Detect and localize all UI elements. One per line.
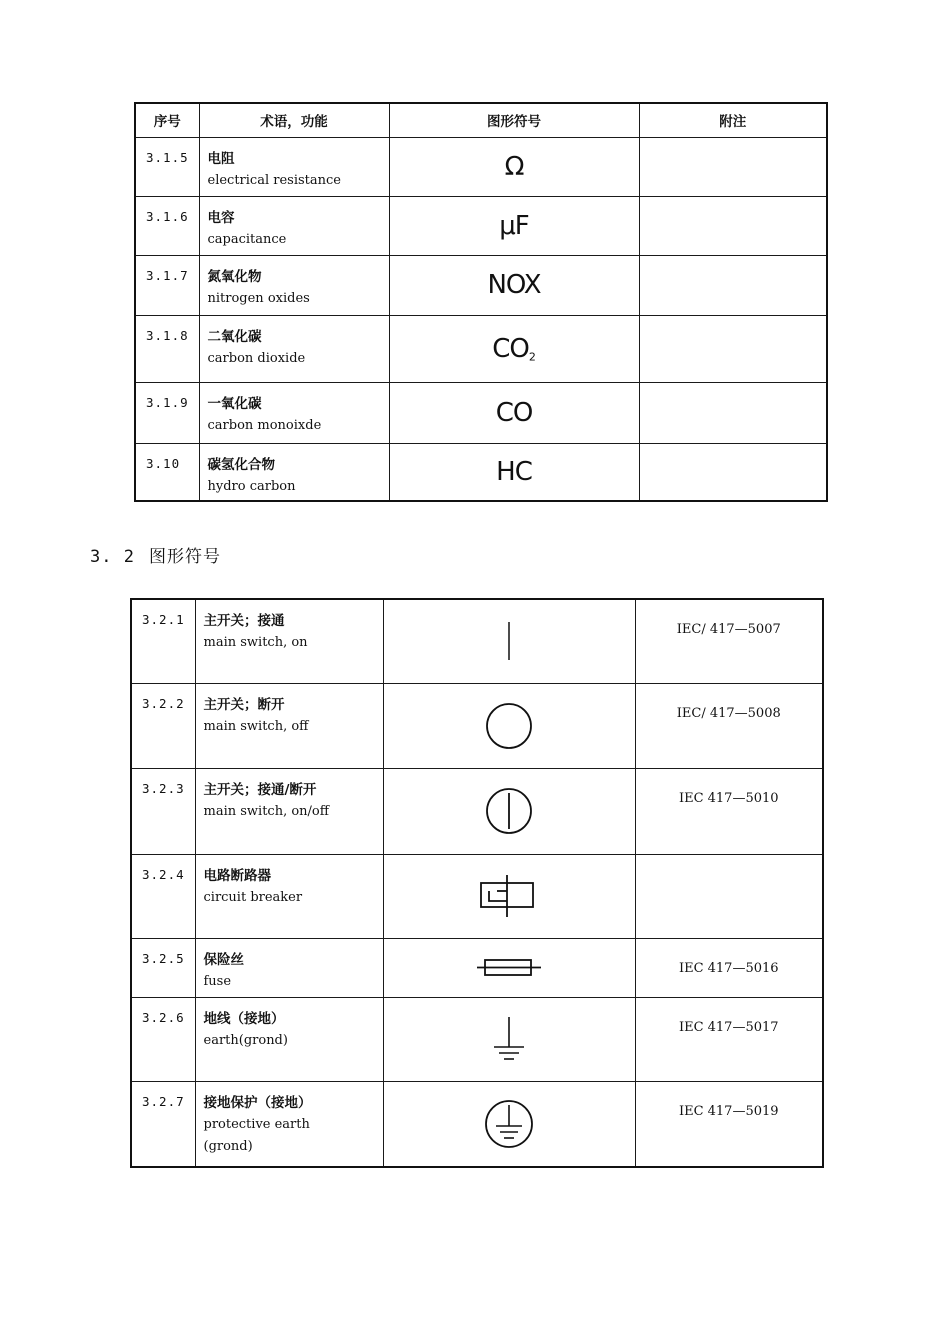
term-zh: 主开关；断开 [203,696,285,713]
term-zh: 电容 [207,209,235,226]
table-row [135,137,827,196]
section-heading [90,542,221,567]
note-cell [639,196,827,255]
table-row [131,997,823,1081]
term-zh: 氮氧化物 [207,268,262,285]
power-on-off-icon [481,783,537,839]
circuit-breaker-icon [477,871,541,921]
term-en: circuit breaker [203,889,303,905]
term-zh: 碳氢化合物 [207,456,275,473]
symbol-cell [383,768,635,854]
note-cell: IEC/ 417—5007 [635,599,823,683]
term-zh: 电阻 [207,150,235,167]
note-cell [639,443,827,501]
note-cell [639,382,827,443]
header-term: 术语，功能 [199,103,389,137]
row-number: 3.2.2 [131,683,195,768]
note-cell [639,255,827,315]
term-en: carbon dioxide [207,350,306,366]
term-zh: 二氧化碳 [207,328,262,345]
note-cell [635,854,823,938]
term-en: hydro carbon [207,478,296,494]
term-cell [199,315,389,382]
section-number: 3. 2 [90,547,135,567]
term-en: main switch, off [203,718,309,734]
symbol-cell [383,1081,635,1167]
term-cell [195,599,383,683]
table-row [131,938,823,997]
term-zh: 电路断路器 [203,867,271,884]
symbol-cell [383,997,635,1081]
term-zh: 主开关；接通 [203,613,285,629]
note-cell [639,315,827,382]
table-row [135,255,827,315]
note-cell: IEC 417—5019 [635,1081,823,1167]
symbol-text: μF [499,210,529,241]
row-number: 3.10 [135,443,199,501]
term-cell [195,938,383,997]
row-number: 3.1.9 [135,382,199,443]
table-row [135,382,827,443]
earth-ground-icon [489,1013,529,1065]
symbol-cell [389,196,639,255]
graphic-symbols-table [130,598,824,1168]
row-number: 3.1.5 [135,137,199,196]
term-zh: 接地保护（接地） [203,1094,312,1111]
term-cell [195,997,383,1081]
row-number: 3.2.7 [131,1081,195,1167]
symbol-cell [389,382,639,443]
term-cell [195,768,383,854]
row-number: 3.2.3 [131,768,195,854]
row-number: 3.2.1 [131,599,195,683]
row-number: 3.1.6 [135,196,199,255]
term-en-continued: (grond) [203,1138,253,1154]
term-en: electrical resistance [207,172,341,188]
term-en: nitrogen oxides [207,290,310,306]
protective-earth-icon [481,1096,537,1152]
symbol-text: CO [492,333,529,364]
symbol-cell [383,599,635,683]
term-en: protective earth [203,1116,310,1132]
term-cell [195,683,383,768]
term-en: main switch, on/off [203,803,329,819]
row-number: 3.1.7 [135,255,199,315]
note-cell: IEC/ 417—5008 [635,683,823,768]
table-row [131,1081,823,1167]
symbol-cell [389,137,639,196]
section-title: 图形符号 [148,547,221,567]
terms-table [134,102,828,502]
symbol-text: NOX [487,270,541,300]
term-cell [199,382,389,443]
term-zh: 保险丝 [203,951,244,968]
fuse-icon [475,953,543,983]
term-cell [199,255,389,315]
header-symbol: 图形符号 [389,103,639,137]
symbol-text: CO [495,397,533,428]
term-cell [199,196,389,255]
power-on-line-icon [499,616,519,666]
term-en: main switch, on [203,635,308,650]
term-zh: 一氧化碳 [207,395,262,412]
row-number: 3.1.8 [135,315,199,382]
note-cell: IEC 417—5016 [635,938,823,997]
table-row [135,315,827,382]
table-row [135,196,827,255]
header-number: 序号 [135,103,199,137]
table-row [131,683,823,768]
symbol-cell [389,315,639,382]
term-en: carbon monoixde [207,417,322,433]
term-en: capacitance [207,231,287,247]
row-number: 3.2.5 [131,938,195,997]
term-zh: 主开关；接通/断开 [203,781,317,798]
power-off-circle-icon [481,698,537,754]
symbol-cell [383,854,635,938]
note-cell: IEC 417—5010 [635,768,823,854]
term-en: fuse [203,973,232,989]
note-cell [639,137,827,196]
table-row [131,854,823,938]
symbol-subscript: 2 [528,350,536,364]
symbol-text: Ω [504,151,524,182]
term-cell [195,1081,383,1167]
table-row [135,443,827,501]
note-cell: IEC 417—5017 [635,997,823,1081]
symbol-text: HC [496,456,532,487]
term-zh: 地线（接地） [203,1010,285,1027]
table-row [131,768,823,854]
term-cell [199,137,389,196]
symbol-cell [389,255,639,315]
symbol-cell [383,683,635,768]
table-row [131,599,823,683]
table-header-row [135,103,827,137]
symbol-cell [383,938,635,997]
term-en: earth(grond) [203,1032,288,1048]
term-cell [195,854,383,938]
term-cell [199,443,389,501]
row-number: 3.2.6 [131,997,195,1081]
header-note: 附注 [639,103,827,137]
symbol-cell [389,443,639,501]
row-number: 3.2.4 [131,854,195,938]
